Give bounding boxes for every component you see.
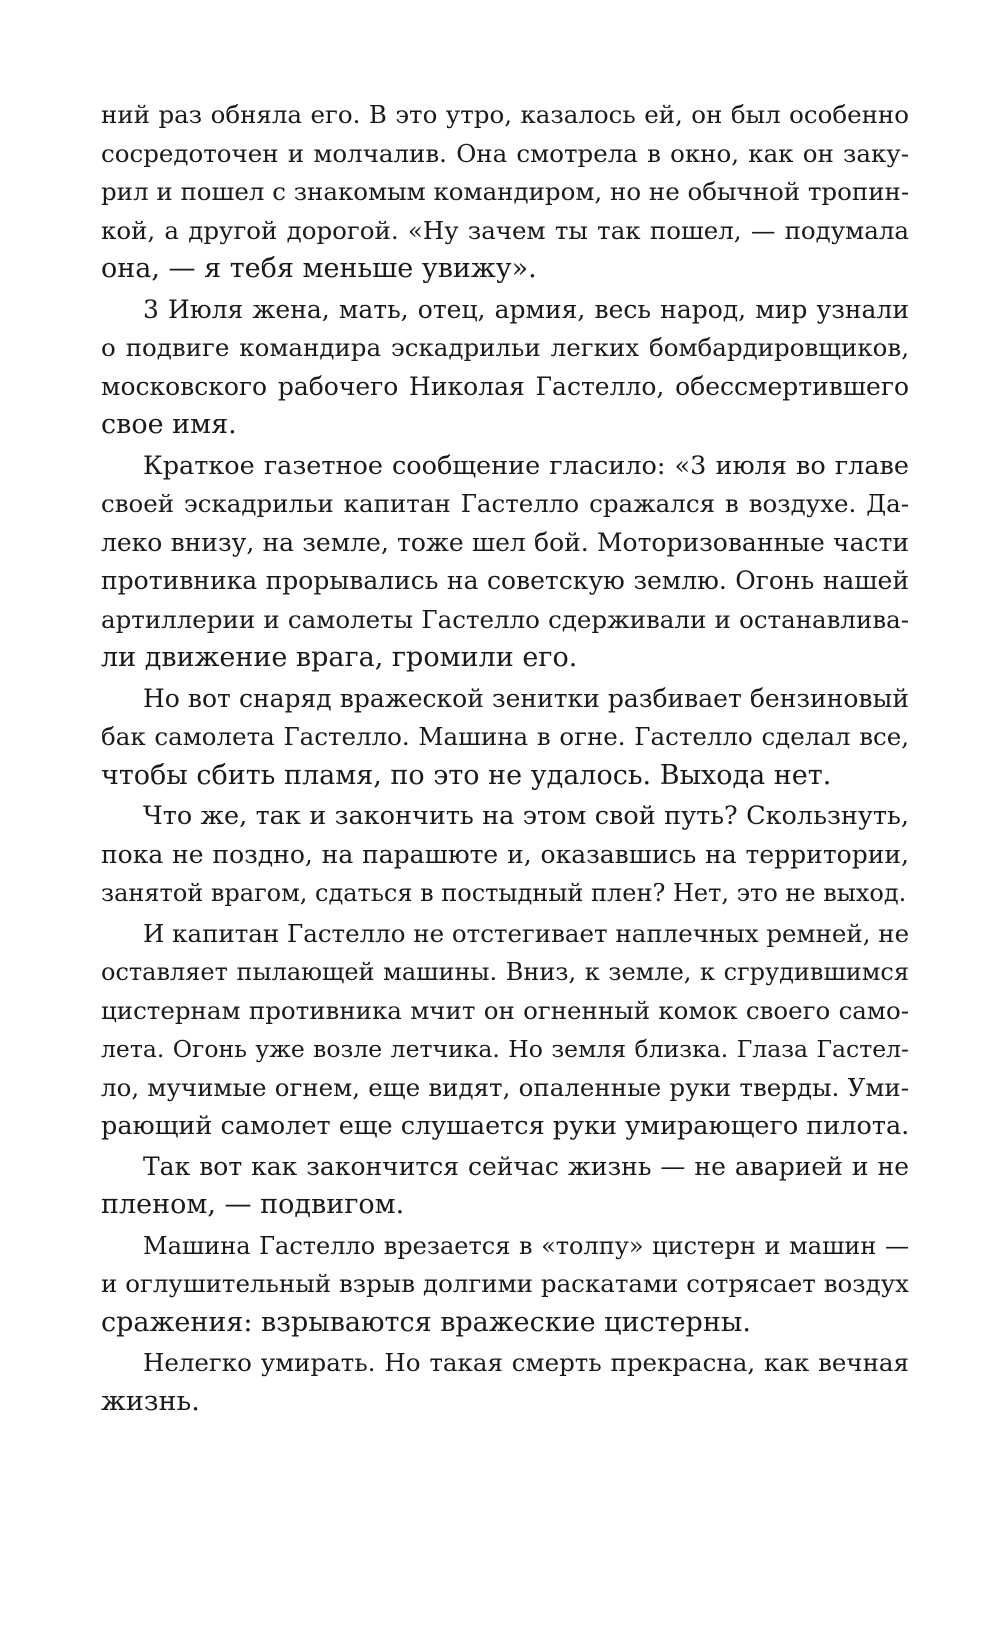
paragraph <box>101 1344 909 1421</box>
text-line: Так вот как закончится сейчас жизнь — не аварией и не <box>143 1151 909 1181</box>
text-line: лета. Огонь уже возле летчика. Но земля близка. Глаза Гастел- <box>101 1035 909 1063</box>
text-line: 3 Июля жена, мать, отец, армия, весь народ, мир узнали <box>143 294 909 324</box>
text-line: ли движение врага, громили его. <box>101 642 578 673</box>
text-line: рил и пошел с знакомым командиром, но не обычной тропин- <box>101 177 909 206</box>
text-line: пока не поздно, на парашюте и, оказавшись на территории, <box>101 839 909 869</box>
text-line: противника прорывались на советскую землю. Огонь нашей <box>101 566 909 595</box>
text-line: леко внизу, на земле, тоже шел бой. Моторизованные части <box>101 527 909 557</box>
text-line: рающий самолет еще слушается руки умирающего пилота. <box>101 1111 909 1141</box>
text-line: Машина Гастелло врезается в «толпу» цистерн и машин — <box>143 1231 909 1260</box>
text-line: Краткое газетное сообщение гласило: «3 июля во главе <box>143 450 909 481</box>
text-line: Что же, так и закончить на этом свой путь? Скользнуть, <box>143 801 909 831</box>
text-line: о подвиге командира эскадрильи легких бомбардировщиков, <box>101 333 909 362</box>
text-line: она, — я тебя меньше увижу». <box>101 253 537 284</box>
paragraph <box>101 1227 909 1343</box>
paragraph <box>101 797 909 913</box>
text-line: кой, а другой дорогой. «Ну зачем ты так пошел, — подумала <box>101 215 909 245</box>
text-line: артиллерии и самолеты Гастелло сдерживали и останавлива- <box>101 604 909 634</box>
text-line: сосредоточен и молчалив. Она смотрела в окно, как он заку- <box>101 138 909 168</box>
paragraph <box>101 447 909 678</box>
paragraph <box>101 1148 909 1225</box>
text-line: Нелегко умирать. Но такая смерть прекрасна, как вечная <box>143 1348 909 1377</box>
page-body-text <box>101 96 909 1421</box>
paragraph <box>101 291 909 445</box>
paragraph <box>101 96 909 289</box>
text-line: и оглушительный взрыв долгими раскатами сотрясает воздух <box>101 1269 909 1298</box>
text-line: цистернам противника мчит он огненный комок своего само- <box>101 995 909 1025</box>
text-line: жизнь. <box>101 1385 200 1417</box>
text-line: оставляет пылающей машины. Вниз, к земле, к сгрудившимся <box>101 958 909 986</box>
text-line: пленом, — подвигом. <box>101 1189 405 1220</box>
text-line: своей эскадрильи капитан Гастелло сражался в воздухе. Да- <box>101 489 909 518</box>
text-line: московского рабочего Николая Гастелло, обессмертившего <box>101 371 909 401</box>
text-line: сражения: взрываются вражеские цистерны. <box>101 1306 751 1338</box>
text-line: свое имя. <box>101 409 237 440</box>
paragraph <box>101 680 909 796</box>
text-line: занятой врагом, сдаться в постыдный плен? Нет, это не выход. <box>101 879 907 907</box>
paragraph <box>101 915 909 1146</box>
text-line: И капитан Гастелло не отстегивает наплечных ремней, не <box>143 918 909 948</box>
text-line: Но вот снаряд вражеской зенитки разбивает бензиновый <box>143 683 909 713</box>
text-line: чтобы сбить пламя, по это не удалось. Выхода нет. <box>101 759 832 791</box>
text-line: бак самолета Гастелло. Машина в огне. Гастелло сделал все, <box>101 722 909 751</box>
text-line: ло, мучимые огнем, еще видят, опаленные руки тверды. Уми- <box>101 1072 909 1102</box>
text-line: ний раз обняла его. В это утро, казалось ей, он был особенно <box>101 100 909 129</box>
